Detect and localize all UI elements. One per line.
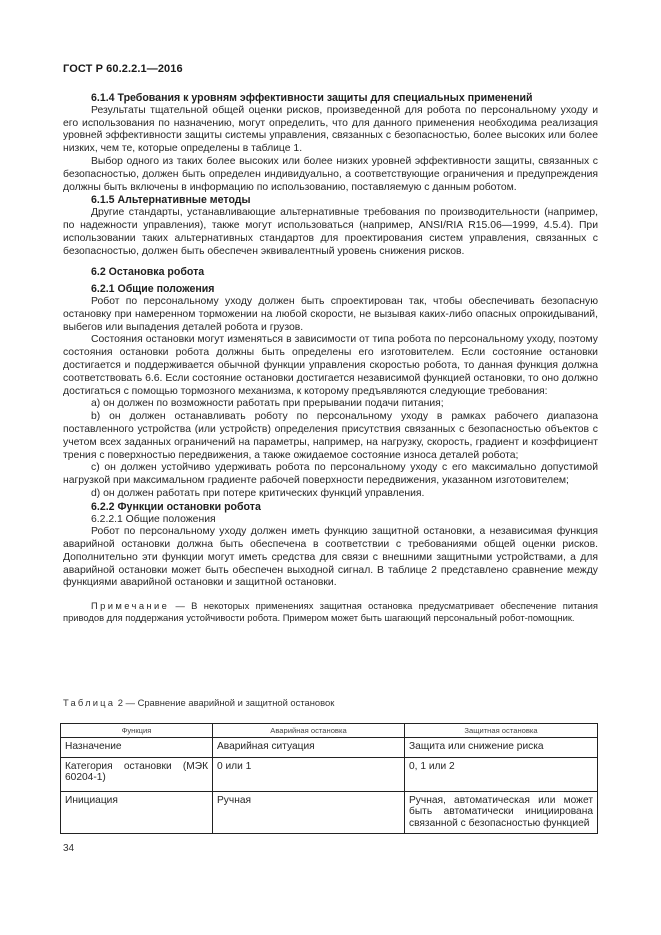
- section-heading-6-2-1: 6.2.1 Общие положения: [91, 283, 215, 296]
- page-number: 34: [63, 843, 75, 854]
- column-header: Аварийная остановка: [213, 724, 405, 738]
- section-heading-6-1-4: 6.1.4 Требования к уровням эффективности защиты для специальных применений: [91, 92, 533, 104]
- table-row: [61, 738, 598, 758]
- column-header: Функция: [61, 724, 213, 738]
- table-cell: 0, 1 или 2: [405, 757, 598, 791]
- table-cell: Защита или снижение риска: [405, 738, 598, 758]
- list-item: d) он должен работать при потере критических функций управления.: [91, 487, 425, 499]
- table-caption-text: 2 — Сравнение аварийной и защитной остановок: [115, 697, 335, 708]
- section-heading-6-1-5: 6.1.5 Альтернативные методы: [91, 194, 251, 207]
- column-header: Защитная остановка: [405, 724, 598, 738]
- document-body: [63, 92, 598, 624]
- table-row: [61, 791, 598, 834]
- list-item: c) он должен устойчиво удерживать робота по персональному уходу с его максимально допустимой нагрузкой при максимальном градиенте рабочей поверхности передвижения, указанном изготовителем;: [63, 462, 598, 487]
- list-item: b) он должен останавливать роботу по персональному уходу в рамках рабочего диапазона поставленного устройства (или устройств) определения присутствия связанных с безопасностью объектов с учетом всех заданных ограничений на параметры, например, на нагрузку, скорость, градиент и коэффициент трения с поверхностью передвижения, а также ожидаемое состояние износа деталей робота;: [63, 411, 598, 461]
- note: [63, 600, 598, 624]
- list-item: a) он должен по возможности работать при прерывании подачи питания;: [91, 398, 444, 410]
- table-cell: Инициация: [61, 791, 213, 834]
- paragraph: Выбор одного из таких более высоких или более низких уровней эффективности защиты, связанных с безопасностью, должен быть определен индивидуально, а соответствующие ограничения и предупреждения должны быть включены в информацию по использованию, поставляемую с данным роботом.: [63, 155, 598, 193]
- requirements-list: [63, 398, 598, 500]
- paragraph: Робот по персональному уходу должен иметь функцию защитной остановки, а независимая функция аварийной остановки должна быть обеспечена в соответствии с требованиями общей оценки рисков. Дополнительно эти функции могут иметь средства для связи с внешними защитными устройствами, а для аварийной остановки может быть обеспечен выходной сигнал. В таблице 2 представлено сравнение между функциями аварийной остановки и защитной остановки.: [63, 526, 598, 589]
- paragraph: Состояния остановки могут изменяться в зависимости от типа робота по персональному уходу, поэтому состояния остановки робота должны быть определены его изготовителем. Если состояние остановки достигается и поддерживается обычной функции управления скоростью робота, то данная функция должна соответствовать 6.6. Если состояние остановки достигается независимой функцией остановки, то оно должно достигаться с помощью тормозного механизма, к которому предъявляются следующие требования:: [63, 334, 598, 397]
- table-cell: 0 или 1: [213, 757, 405, 791]
- paragraph: Другие стандарты, устанавливающие альтернативные требования по производительности (например, по надежности управления), также могут использоваться (например, ANSI/RIA R15.06—1999, 4.5.4). При использовании таких альтернативных стандартов для проектирования систем управления, связанных с безопасностью, должен быть обеспечен эквивалентный уровень снижения рисков.: [63, 207, 598, 257]
- paragraph: Робот по персональному уходу должен быть спроектирован так, чтобы обеспечивать безопасную остановку при намеренном торможении на любой скорости, не вызывая каких-либо опасных опрокидываний, выбегов или выпадения деталей робота и грузов.: [63, 295, 598, 333]
- table-header-row: [61, 724, 598, 738]
- table-cell: Ручная: [213, 791, 405, 834]
- comparison-table: [60, 723, 598, 834]
- table-caption-label: Таблица: [63, 697, 116, 708]
- section-heading-6-2-2: 6.2.2 Функции остановки робота: [91, 500, 261, 513]
- table-cell: Назначение: [61, 738, 213, 758]
- table-cell: Аварийная ситуация: [213, 738, 405, 758]
- table-cell: Категория остановки (МЭК 60204-1): [61, 757, 213, 791]
- subsection-heading-6-2-2-1: 6.2.2.1 Общие положения: [91, 513, 216, 525]
- table-row: [61, 757, 598, 791]
- section-heading-6-2: 6.2 Остановка робота: [91, 266, 205, 279]
- table-caption: [63, 697, 334, 708]
- paragraph: Результаты тщательной общей оценки рисков, произведенной для робота по персональному уходу и его использования по назначению, могут определить, что для данного применения необходима реализация уровней эффективности защиты системы управления, связанных с безопасностью, более высоких или более низких, чем те, которые определены в таблице 1.: [63, 104, 598, 155]
- document-standard-id: ГОСТ Р 60.2.2.1—2016: [63, 63, 183, 75]
- table-cell: Ручная, автоматическая или может быть автоматически инициирована связанной с безопасностью функцией: [405, 791, 598, 834]
- note-text: — В некоторых применениях защитная остановка предусматривает обеспечение питания приводов для поддержания устойчивости робота. Примером может быть шагающий персональный робот-помощник.: [63, 600, 598, 624]
- note-label: Примечание: [91, 600, 170, 612]
